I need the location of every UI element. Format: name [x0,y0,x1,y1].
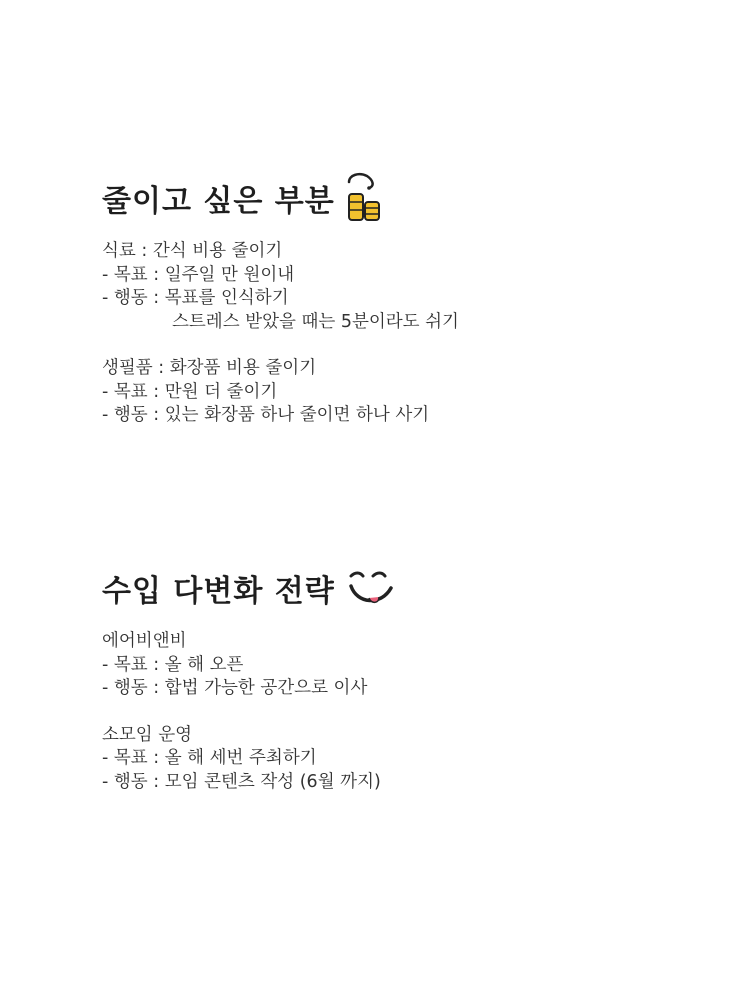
goal-line: - 목표 : 올 해 오픈 [102,654,244,675]
action-line: - 행동 : 합법 가능한 공간으로 이사 [102,678,368,698]
smiling-face-icon [345,568,395,608]
item-group [102,630,722,701]
action-line: - 행동 : 모임 콘텐츠 작성 (6월 까지) [102,771,381,792]
action-line: - 행동 : 목표를 인식하기 [102,288,289,308]
section-reduce-spending [102,168,722,428]
item-group [102,724,722,795]
group-title: 에어비앤비 [102,631,187,651]
coin-stack-icon [345,172,385,224]
group-title: 생필품 : 화장품 비용 줄이기 [102,358,317,378]
section-heading: 수입 다변화 전략 [102,574,335,609]
goal-line: - 목표 : 만원 더 줄이기 [102,381,278,402]
section-heading-row [102,168,722,228]
action-line: - 행동 : 있는 화장품 하나 줄이면 하나 사기 [102,405,430,425]
section-income-diversification [102,558,722,794]
item-group [102,240,722,334]
section-heading-row [102,558,722,618]
section-heading: 줄이고 싶은 부분 [102,184,335,219]
goal-line: - 목표 : 일주일 만 원이내 [102,264,295,285]
action-continuation: 스트레스 받았을 때는 5분이라도 쉬기 [172,311,459,332]
group-title: 소모임 운영 [102,724,193,745]
goal-line: - 목표 : 올 해 세번 주최하기 [102,748,317,768]
group-title: 식료 : 간식 비용 줄이기 [102,241,283,261]
item-group [102,357,722,428]
